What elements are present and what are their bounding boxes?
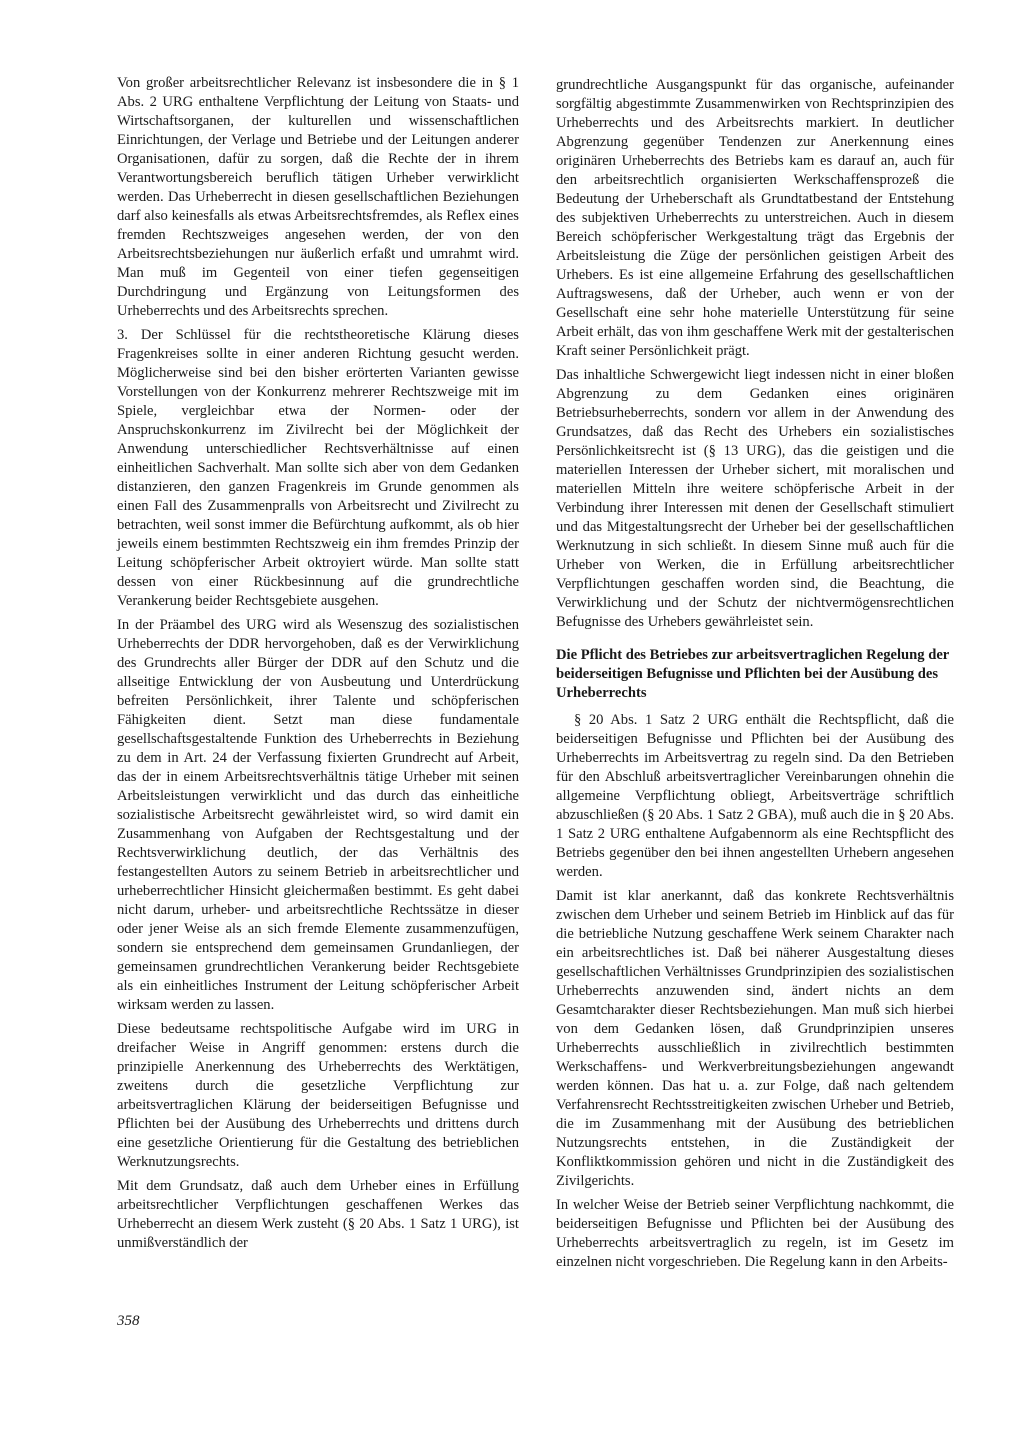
left-column (117, 74, 519, 1258)
paragraph: § 20 Abs. 1 Satz 2 URG enthält die Rechtspflicht, daß die beiderseitigen Befugnisse und Pflichten bei der Ausübung des Urheberrechts im Arbeitsvertrag zu regeln sind. Da den Betrieben für den Abschluß arbeitsvertraglicher Vereinbarungen ohnehin die allgemeine Verpflichtung obliegt, Arbeitsverträge schriftlich abzuschließen (§ 20 Abs. 1 Satz 2 GBA), muß auch die in § 20 Abs. 1 Satz 2 URG enthaltene Aufgabennorm als eine Rechtspflicht des Betriebs gegenüber den bei ihnen angestellten Urhebern angesehen werden. (556, 712, 954, 880)
paragraph: grundrechtliche Ausgangspunkt für das organische, aufeinander sorgfältig abgestimmte Zusammenwirken von Rechtsprinzipien des Urheberrechts und des Arbeitsrechts markiert. In deutlicher Abgrenzung gegenüber Tendenzen zur Anerkennung eines originären Urheberrechts des Betriebs kam es darauf an, auch für den arbeitsrechtlich organisierten Werkschaffensprozeß die Bedeutung der Urheberschaft als Grundtatbestand der Entstehung des subjektiven Urheberrechts zu unterstreichen. Auch in diesem Bereich schöpferischer Werkgestaltung trägt das Ergebnis der Arbeitsleistung die Züge der persönlichen geistigen Arbeit des Urhebers. Es ist eine allgemeine Erfahrung des gesellschaftlichen Auftragswesens, daß der Urheber, auch wenn er von der Gesellschaft eine sehr hohe materielle Unterstützung für seine Arbeit erhält, das von ihm geschaffene Werk mit der gestalterischen Kraft seiner Persönlichkeit prägt. (556, 77, 954, 359)
right-column (556, 76, 954, 1277)
paragraph: 3. Der Schlüssel für die rechtstheoretische Klärung dieses Fragenkreises sollte in einer anderen Richtung gesucht werden. Möglicherweise sind bei den bisher erörterten Varianten gewisse Vorstellungen von der Konkurrenz mehrerer Rechtszweige mit im Spiele, vergleichbar etwa der Normen- oder der Anspruchskonkurrenz im Zivilrecht bei der Möglichkeit der Anwendung unterschiedlicher Rechtsverhältnisse auf einen einheitlichen Sachverhalt. Man sollte sich aber von dem Gedanken distanzieren, den ganzen Fragenkreis im Grunde genommen als einen Fall des Zusammenpralls von Arbeitsrecht und Zivilrecht zu betrachten, weil sonst immer die Befürchtung aufkommt, als ob hier jeweils einem bestimmten Rechtszweig ein ihm fremdes Prinzip der Leitung schöpferischer Arbeit oktroyiert würde. Man sollte statt dessen von einer Rückbesinnung auf die grundrechtliche Verankerung beider Rechtsgebiete ausgehen. (117, 327, 519, 609)
paragraph: In welcher Weise der Betrieb seiner Verpflichtung nachkommt, die beiderseitigen Befugnisse und Pflichten bei der Ausübung des Urheberrechts arbeitsvertraglich zu regeln, ist im Gesetz im einzelnen nicht vorgeschrieben. Die Regelung kann in den Arbeits- (556, 1197, 954, 1270)
paragraph: Diese bedeutsame rechtspolitische Aufgabe wird im URG in dreifacher Weise in Angriff genommen: erstens durch die prinzipielle Anerkennung des Urheberrechts des Werktätigen, zweitens durch die gesetzliche Verpflichtung zur arbeitsvertraglichen Klärung der beiderseitigen Befugnisse und Pflichten bei der Ausübung des Urheberrechts und drittens durch eine gesetzliche Orientierung für die Gestaltung des betrieblichen Werknutzungsrechts. (117, 1021, 519, 1170)
paragraph: Das inhaltliche Schwergewicht liegt indessen nicht in einer bloßen Abgrenzung zu dem Gedanken eines originären Betriebsurheberrechts, sondern vor allem in der Anwendung des Grundsatzes, daß das Recht des Urhebers ein sozialistisches Persönlichkeitsrecht ist (§ 13 URG), das die geistigen und die materiellen Interessen der Urheber sichert, mit moralischen und materiellen Mitteln ihre weitere schöpferische Arbeit in der Verbindung ihrer Interessen mit denen der Gesellschaft stimuliert und das Mitgestaltungsrecht der Urheber bei der gesellschaftlichen Werknutzung in sich schließt. In diesem Sinne muß auch für die Urheber von Werken, die in Erfüllung arbeitsrechtlicher Verpflichtungen geschaffen worden sind, die Beachtung, die Verwirklichung und der Schutz der nichtvermögensrechtlichen Befugnisse des Urhebers gewährleistet sein. (556, 367, 954, 630)
paragraph: In der Präambel des URG wird als Wesenszug des sozialistischen Urheberrechts der DDR hervorgehoben, daß es der Verwirklichung des Grundrechts aller Bürger der DDR auf den Schutz und die allseitige Entwicklung der von Ausbeutung und Unterdrückung befreiten Persönlichkeit, ihrer Talente und schöpferischen Fähigkeiten dient. Setzt man diese fundamentale gesellschaftsgestaltende Funktion des Urheberrechts in Beziehung zu dem in Art. 24 der Verfassung fixierten Grundrecht auf Arbeit, das der in einem Arbeitsrechtsverhältnis tätige Urheber mit seinen Arbeitsleistungen verwirklicht und das durch das einheitliche sozialistische Arbeitsrecht gewährleistet wird, so wird damit ein Zusammenhang von Aufgaben der Rechtsgestaltung und der Rechtsverwirklichung deutlich, der das Verhältnis des festangestellten Autors zu seinem Betrieb in arbeitsrechtlicher und urheberrechtlicher Hinsicht gleichermaßen bestimmt. Es geht dabei nicht darum, urheber- und arbeitsrechtliche Rechtssätze in dieser oder jener Weise als an sich fremde Elemente zusammenzufügen, sondern sie entsprechend dem gemeinsamen Grundanliegen, der gemeinsamen grundrechtlichen Verankerung beider Rechtsgebiete als ein einheitliches Instrument der Leitung schöpferischer Arbeit wirksam werden zu lassen. (117, 617, 519, 1013)
section-heading: Die Pflicht des Betriebes zur arbeitsvertraglichen Regelung der beiderseitigen Befugnisse und Pflichten bei der Ausübung des Urheberrechts (556, 647, 950, 701)
paragraph: Mit dem Grundsatz, daß auch dem Urheber eines in Erfüllung arbeitsrechtlicher Verpflichtungen geschaffenen Werkes das Urheberrecht an diesem Werk zusteht (§ 20 Abs. 1 Satz 1 URG), ist unmißverständlich der (117, 1178, 519, 1251)
paragraph: Damit ist klar anerkannt, daß das konkrete Rechtsverhältnis zwischen dem Urheber und seinem Betrieb im Hinblick auf das für die betriebliche Nutzung geschaffene Werk seinem Charakter nach ein arbeitsrechtliches ist. Daß bei näherer Ausgestaltung dieses gesellschaftlichen Verhältnisses Grundprinzipien des sozialistischen Urheberrechts anzuwenden sind, ändert nichts an dem Gesamtcharakter dieser Rechtsbeziehungen. Man muß sich hierbei von dem Gedanken lösen, daß Grundprinzipien unseres Urheberrechts ausschließlich in zivilrechtlich bestimmten Werkschaffens- und Werkverbreitungsbeziehungen angewandt werden können. Das hat u. a. zur Folge, daß nach geltendem Verfahrensrecht Rechtsstreitigkeiten zwischen Urheber und Betrieb, die im Zusammenhang mit der Ausübung des betrieblichen Nutzungsrechts entstehen, in die Zuständigkeit der Konfliktkommission gehören und nicht in die Zuständigkeit des Zivilgerichts. (556, 888, 954, 1189)
page-number: 358 (117, 1313, 140, 1329)
paragraph: Von großer arbeitsrechtlicher Relevanz ist insbesondere die in § 1 Abs. 2 URG enthaltene Verpflichtung der Leitung von Staats- und Wirtschaftsorganen, der kulturellen und wissenschaftlichen Einrichtungen, der Verlage und Betriebe und der Leitungen anderer Organisationen, dafür zu sorgen, daß die Rechte der in ihrem Verantwortungsbereich beruflich tätigen Urheber verwirklicht werden. Das Urheberrecht in diesen gesellschaftlichen Beziehungen darf also keinesfalls als etwas Arbeitsrechtsfremdes, als Reflex eines fremden Rechtszweiges angesehen werden, der von den Arbeitsrechtsbeziehungen nur äußerlich erfaßt und umrahmt wird. Man muß im Gegenteil von einer tiefen gegenseitigen Durchdringung und Ergänzung von Leitungsformen des Urheberrechts und des Arbeitsrechts sprechen. (117, 75, 519, 319)
